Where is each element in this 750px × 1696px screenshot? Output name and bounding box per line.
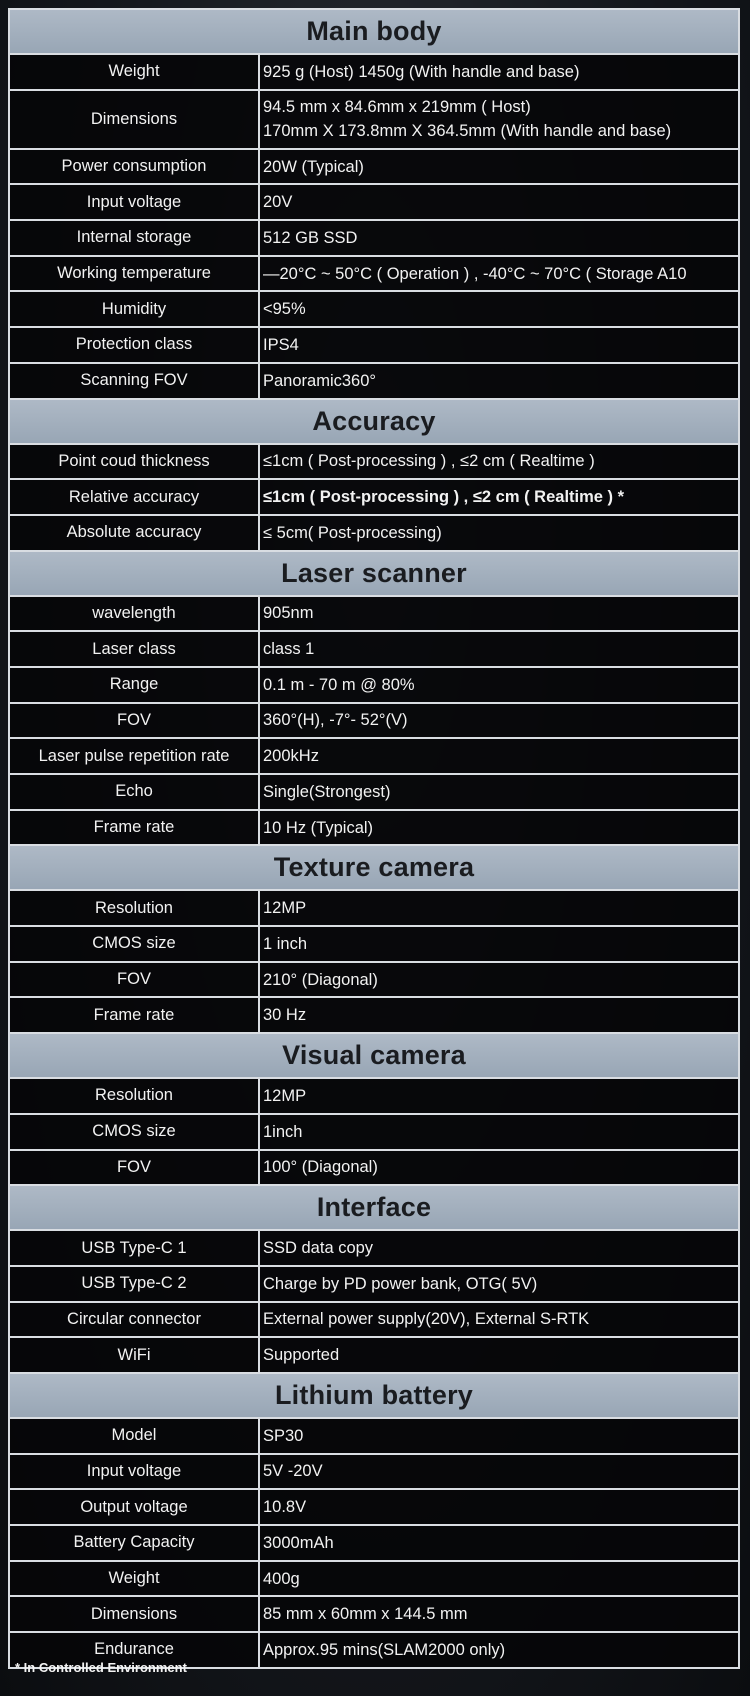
spec-row <box>9 596 739 632</box>
spec-row <box>9 1454 739 1490</box>
spec-label: FOV <box>9 703 259 739</box>
spec-value: 0.1 m - 70 m @ 80% <box>259 667 739 703</box>
spec-row <box>9 256 739 292</box>
spec-row <box>9 962 739 998</box>
spec-label: Working temperature <box>9 256 259 292</box>
spec-value: 512 GB SSD <box>259 220 739 256</box>
spec-row <box>9 1114 739 1150</box>
spec-row <box>9 1596 739 1632</box>
section-header-interface <box>9 1185 739 1230</box>
spec-value: 210° (Diagonal) <box>259 962 739 998</box>
spec-label: CMOS size <box>9 1114 259 1150</box>
spec-row <box>9 90 739 149</box>
spec-label: Point coud thickness <box>9 444 259 480</box>
spec-value: 10.8V <box>259 1489 739 1525</box>
spec-value: 1inch <box>259 1114 739 1150</box>
spec-row <box>9 997 739 1033</box>
spec-value: 5V -20V <box>259 1454 739 1490</box>
spec-value-line: 170mm X 173.8mm X 364.5mm (With handle and base) <box>263 122 672 141</box>
spec-row <box>9 1150 739 1186</box>
spec-label: Resolution <box>9 1078 259 1114</box>
spec-label: USB Type-C 2 <box>9 1266 259 1302</box>
spec-label: Circular connector <box>9 1302 259 1338</box>
spec-value: Panoramic360° <box>259 363 739 399</box>
section-title: Accuracy <box>9 399 739 444</box>
spec-row <box>9 1078 739 1114</box>
spec-row <box>9 703 739 739</box>
spec-value: IPS4 <box>259 327 739 363</box>
spec-label: Humidity <box>9 291 259 327</box>
spec-row <box>9 291 739 327</box>
spec-row <box>9 738 739 774</box>
spec-label: Scanning FOV <box>9 363 259 399</box>
spec-label: Echo <box>9 774 259 810</box>
spec-label: FOV <box>9 962 259 998</box>
spec-value-line: 94.5 mm x 84.6mm x 219mm ( Host) <box>263 98 531 117</box>
spec-label: Weight <box>9 54 259 90</box>
spec-value <box>259 90 739 149</box>
spec-value: 30 Hz <box>259 997 739 1033</box>
spec-row <box>9 149 739 185</box>
section-header-laser-scanner <box>9 551 739 596</box>
section-title: Texture camera <box>9 845 739 890</box>
spec-label: Power consumption <box>9 149 259 185</box>
footnote: * In Controlled Environment <box>15 1660 187 1675</box>
spec-label: Resolution <box>9 890 259 926</box>
spec-label: WiFi <box>9 1337 259 1373</box>
spec-table <box>8 8 740 1669</box>
spec-label: Protection class <box>9 327 259 363</box>
spec-row <box>9 363 739 399</box>
spec-value: SP30 <box>259 1418 739 1454</box>
spec-label: Endurance <box>9 1632 259 1668</box>
spec-label: Input voltage <box>9 1454 259 1490</box>
spec-label: Frame rate <box>9 810 259 846</box>
spec-value: SSD data copy <box>259 1230 739 1266</box>
spec-label: Dimensions <box>9 1596 259 1632</box>
spec-row <box>9 1418 739 1454</box>
spec-value: ≤1cm ( Post-processing ) , ≤2 cm ( Realtime ) <box>259 444 739 480</box>
section-header-visual-camera <box>9 1033 739 1078</box>
spec-value: 360°(H), -7°- 52°(V) <box>259 703 739 739</box>
spec-row <box>9 1525 739 1561</box>
spec-value: 20V <box>259 184 739 220</box>
spec-row <box>9 1561 739 1597</box>
spec-row <box>9 890 739 926</box>
spec-value: <95% <box>259 291 739 327</box>
section-header-texture-camera <box>9 845 739 890</box>
spec-row <box>9 926 739 962</box>
spec-label: Frame rate <box>9 997 259 1033</box>
spec-value: —20°C ~ 50°C ( Operation ) , -40°C ~ 70°C ( Storage A10 <box>259 256 739 292</box>
spec-value: 12MP <box>259 1078 739 1114</box>
section-title: Lithium battery <box>9 1373 739 1418</box>
spec-label: Battery Capacity <box>9 1525 259 1561</box>
spec-value: Single(Strongest) <box>259 774 739 810</box>
spec-value: 1 inch <box>259 926 739 962</box>
spec-label: Relative accuracy <box>9 479 259 515</box>
spec-value: class 1 <box>259 631 739 667</box>
spec-label: Model <box>9 1418 259 1454</box>
spec-value: ≤1cm ( Post-processing ) , ≤2 cm ( Realtime ) * <box>259 479 739 515</box>
spec-label: Internal storage <box>9 220 259 256</box>
spec-label: FOV <box>9 1150 259 1186</box>
spec-row <box>9 1302 739 1338</box>
spec-value: 20W (Typical) <box>259 149 739 185</box>
spec-value: Charge by PD power bank, OTG( 5V) <box>259 1266 739 1302</box>
spec-label: Laser pulse repetition rate <box>9 738 259 774</box>
spec-label: Absolute accuracy <box>9 515 259 551</box>
spec-row <box>9 667 739 703</box>
spec-row <box>9 479 739 515</box>
spec-value: Approx.95 mins(SLAM2000 only) <box>259 1632 739 1668</box>
spec-row <box>9 1337 739 1373</box>
spec-row <box>9 444 739 480</box>
spec-value: Supported <box>259 1337 739 1373</box>
spec-row <box>9 515 739 551</box>
section-title: Interface <box>9 1185 739 1230</box>
spec-label: Weight <box>9 1561 259 1597</box>
spec-label: Laser class <box>9 631 259 667</box>
spec-value: 100° (Diagonal) <box>259 1150 739 1186</box>
spec-value: 905nm <box>259 596 739 632</box>
spec-value: 85 mm x 60mm x 144.5 mm <box>259 1596 739 1632</box>
spec-row <box>9 631 739 667</box>
spec-row <box>9 810 739 846</box>
spec-value: ≤ 5cm( Post-processing) <box>259 515 739 551</box>
spec-label: wavelength <box>9 596 259 632</box>
spec-value: 3000mAh <box>259 1525 739 1561</box>
section-header-lithium-battery <box>9 1373 739 1418</box>
spec-value: 200kHz <box>259 738 739 774</box>
spec-label: Dimensions <box>9 90 259 149</box>
section-title: Main body <box>9 9 739 54</box>
section-title: Visual camera <box>9 1033 739 1078</box>
section-header-accuracy <box>9 399 739 444</box>
spec-value: 12MP <box>259 890 739 926</box>
section-header-main-body <box>9 9 739 54</box>
spec-label: Output voltage <box>9 1489 259 1525</box>
spec-row <box>9 184 739 220</box>
spec-row <box>9 220 739 256</box>
spec-row <box>9 327 739 363</box>
spec-label: CMOS size <box>9 926 259 962</box>
spec-value: External power supply(20V), External S-RTK <box>259 1302 739 1338</box>
spec-label: Range <box>9 667 259 703</box>
section-title: Laser scanner <box>9 551 739 596</box>
spec-label: Input voltage <box>9 184 259 220</box>
spec-label: USB Type-C 1 <box>9 1230 259 1266</box>
spec-row <box>9 1230 739 1266</box>
spec-row <box>9 774 739 810</box>
spec-value: 925 g (Host) 1450g (With handle and base) <box>259 54 739 90</box>
spec-row <box>9 1266 739 1302</box>
spec-row <box>9 54 739 90</box>
spec-row <box>9 1489 739 1525</box>
spec-value: 10 Hz (Typical) <box>259 810 739 846</box>
spec-value: 400g <box>259 1561 739 1597</box>
